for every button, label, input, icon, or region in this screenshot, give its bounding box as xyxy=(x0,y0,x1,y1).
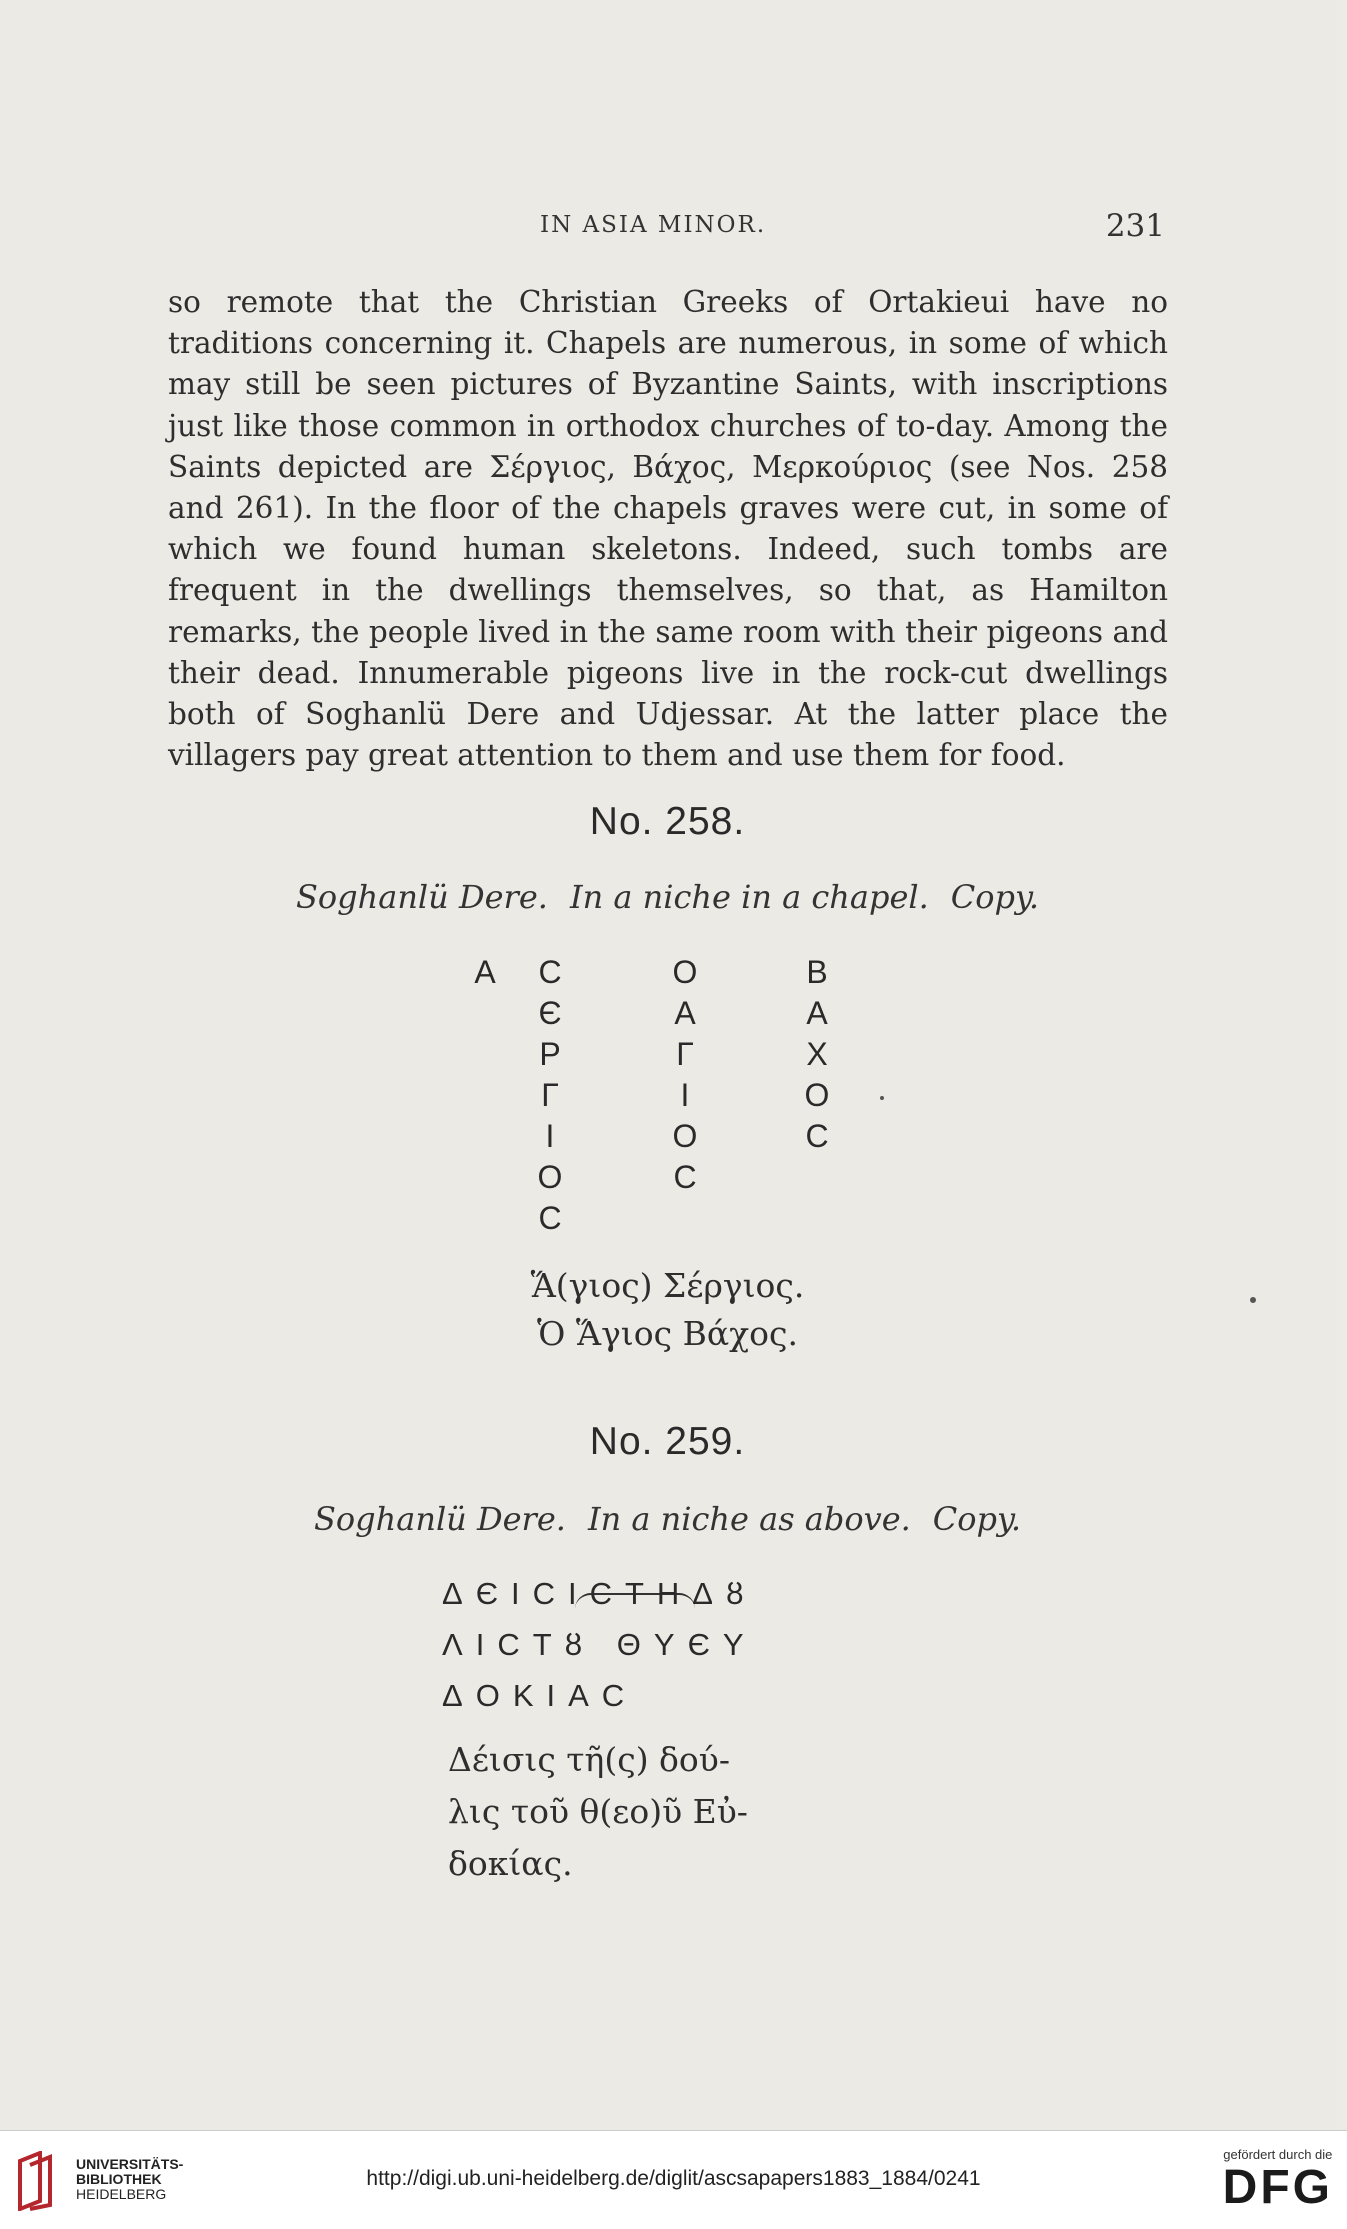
inscription-letter: Є xyxy=(538,995,562,1031)
inscription-258-title: No. 258. xyxy=(589,800,746,843)
caption-location: In a niche as above. xyxy=(587,1500,911,1538)
institution-line: HEIDELBERG xyxy=(76,2186,167,2202)
institution-line: BIBLIOTHEK xyxy=(76,2171,162,2187)
inscription-258-letter-grid xyxy=(470,952,850,1252)
inscription-letter: O xyxy=(672,1118,698,1154)
footer-bar xyxy=(0,2130,1347,2229)
inscription-letter: A xyxy=(806,995,828,1031)
transcription-line: Ἅ(γιος) Σέργιος. xyxy=(530,1266,805,1305)
transcription-line: Ὁ Ἅγιος Βάχος. xyxy=(537,1314,798,1353)
letter-column xyxy=(470,952,500,993)
caption-location: In a niche in a chapel. xyxy=(569,878,929,916)
inscription-line: ΔЄICICTHΔȣ xyxy=(442,1576,757,1611)
letter-column xyxy=(802,952,832,1157)
inscription-line: ΔOKIAC xyxy=(442,1678,638,1713)
source-url-link[interactable]: http://digi.ub.uni-heidelberg.de/diglit/ascsapapers1883_1884/0241 xyxy=(366,2167,981,2190)
inscription-letter: B xyxy=(806,954,828,990)
inscription-letter: C xyxy=(673,1159,697,1195)
inscription-line: ΛICTȣ ΘYЄY xyxy=(442,1627,757,1662)
inscription-letter: I xyxy=(545,1118,555,1154)
dfg-logo: DFG xyxy=(1222,2161,1333,2214)
inscription-letter: I xyxy=(680,1077,690,1113)
transcription-line: λις τοῦ θ(εο)ῦ Εὐ- xyxy=(448,1792,748,1831)
inscription-letter: O xyxy=(804,1077,830,1113)
inscription-letter: C xyxy=(538,954,562,990)
caption-type: Copy. xyxy=(932,1500,1022,1538)
inscription-258-caption xyxy=(0,878,1335,916)
running-title: IN ASIA MINOR. xyxy=(540,212,767,238)
caption-place: Soghanlü Dere. xyxy=(313,1500,566,1538)
caption-place: Soghanlü Dere. xyxy=(295,878,548,916)
speck xyxy=(880,1096,884,1100)
funder-block xyxy=(1223,2147,1333,2214)
inscription-259-title: No. 259. xyxy=(589,1420,746,1463)
inscription-letter: Γ xyxy=(676,1036,694,1072)
caption-type: Copy. xyxy=(950,878,1040,916)
inscription-259-transcription xyxy=(448,1734,748,1890)
letter-column xyxy=(535,952,565,1239)
letter-column xyxy=(670,952,700,1198)
institution-line: UNIVERSITÄTS- xyxy=(76,2156,184,2172)
page-header xyxy=(170,208,1165,248)
speck xyxy=(1250,1297,1256,1303)
funded-by-label: gefördert durch die xyxy=(1223,2147,1333,2162)
page-number: 231 xyxy=(1105,208,1165,244)
inscription-letter: A xyxy=(474,954,496,990)
inscription-259-caption xyxy=(0,1500,1335,1538)
inscription-letter: O xyxy=(537,1159,563,1195)
inscription-letter: C xyxy=(538,1200,562,1236)
body-paragraph: so remote that the Christian Greeks of Ortakieui have no traditions concerning it. Chapels are numerous, in some of which may still be seen pictures of Byzantine Saints, with inscriptions just like those common in orthodox churches of to-day. Among the Saints depicted are Σέργιος, Βάχος, Μερκούριος (see Nos. 258 and 261). In the floor of the chapels graves were cut, in some of which we found human skeletons. Indeed, such tombs are frequent in the dwellings themselves, so that, as Hamilton remarks, the people lived in the same room with their pigeons and their dead. Innumerable pigeons live in the rock-cut dwellings both of Soghanlü Dere and Udjessar. At the latter place the villagers pay great attention to them and use them for food. xyxy=(168,285,1168,773)
inscription-259-lines xyxy=(442,1568,757,1721)
transcription-line: Δέισις τῆ(ς) δού- xyxy=(448,1740,730,1779)
inscription-letter: Γ xyxy=(541,1077,559,1113)
inscription-letter: P xyxy=(539,1036,561,1072)
inscription-258-transcription xyxy=(0,1262,1335,1358)
inscription-letter: O xyxy=(672,954,698,990)
transcription-line: δοκίας. xyxy=(448,1844,573,1883)
inscription-letter: X xyxy=(806,1036,828,1072)
inscription-letter: A xyxy=(674,995,696,1031)
inscription-letter: C xyxy=(805,1118,829,1154)
